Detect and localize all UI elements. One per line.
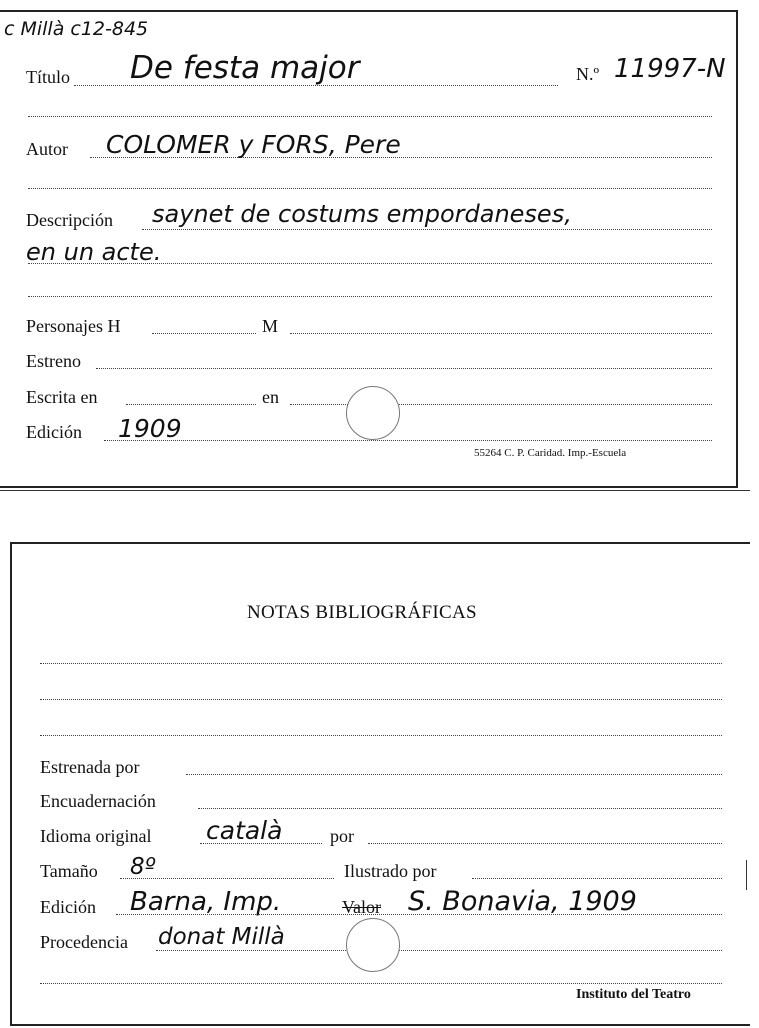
numero-label: N.º bbox=[576, 64, 600, 84]
edicion2-label: Edición bbox=[40, 897, 96, 917]
notas-heading: NOTAS BIBLIOGRÁFICAS bbox=[247, 602, 477, 623]
descripcion-value-2: en un acte. bbox=[26, 238, 162, 266]
footer-institution: Instituto del Teatro bbox=[576, 987, 691, 1002]
titulo-extra-line bbox=[28, 116, 712, 117]
edicion-line bbox=[104, 440, 712, 441]
edicion-label: Edición bbox=[26, 422, 82, 442]
idioma-label: Idioma original bbox=[40, 826, 152, 846]
estreno-label: Estreno bbox=[26, 351, 81, 371]
personajes-label: Personajes H bbox=[26, 316, 121, 336]
idioma-line-2 bbox=[368, 843, 722, 844]
escrita-en-label: en bbox=[262, 387, 279, 407]
titulo-label: Título bbox=[26, 67, 70, 87]
encuadernacion-line bbox=[198, 808, 722, 809]
header-note: c Millà c12-845 bbox=[4, 18, 149, 40]
procedencia-label: Procedencia bbox=[40, 932, 128, 952]
printer-note: 55264 C. P. Caridad. Imp.-Escuela bbox=[474, 447, 627, 459]
ilustrado-label: Ilustrado por bbox=[344, 861, 437, 881]
personajes-m-line bbox=[290, 333, 712, 334]
card-divider-line bbox=[0, 490, 750, 491]
notas-line-3 bbox=[40, 735, 722, 736]
edicion2-value-part2: S. Bonavia, 1909 bbox=[408, 886, 637, 917]
notas-line-1 bbox=[40, 663, 722, 664]
personajes-h-line bbox=[152, 333, 256, 334]
descripcion-line-3 bbox=[28, 296, 712, 297]
tamano-label: Tamaño bbox=[40, 861, 98, 881]
titulo-value: De festa major bbox=[130, 50, 360, 86]
descripcion-value-1: saynet de costums empordaneses, bbox=[152, 200, 572, 228]
ilustrado-line bbox=[472, 878, 722, 879]
notas-final-line bbox=[40, 983, 722, 984]
escrita-label: Escrita en bbox=[26, 387, 98, 407]
card2-right-edge bbox=[746, 860, 747, 890]
estrenada-label: Estrenada por bbox=[40, 757, 140, 777]
tamano-value: 8º bbox=[130, 854, 156, 880]
notas-line-2 bbox=[40, 699, 722, 700]
descripcion-label: Descripción bbox=[26, 210, 113, 230]
autor-extra-line bbox=[28, 188, 712, 189]
estrenada-line bbox=[186, 774, 722, 775]
encuadernacion-label: Encuadernación bbox=[40, 791, 156, 811]
edicion-value: 1909 bbox=[118, 414, 182, 443]
estreno-line bbox=[96, 368, 712, 369]
autor-value: COLOMER y FORS, Pere bbox=[106, 130, 401, 159]
valor-label: Valor bbox=[342, 897, 381, 917]
edicion2-value-part1: Barna, Imp. bbox=[130, 887, 282, 917]
idioma-value: català bbox=[206, 816, 283, 845]
idioma-por-label: por bbox=[330, 826, 354, 846]
autor-label: Autor bbox=[26, 139, 68, 159]
numero-value: 11997-N bbox=[614, 54, 726, 84]
personajes-m-label: M bbox=[262, 316, 279, 336]
punch-hole-top bbox=[346, 386, 400, 440]
procedencia-value: donat Millà bbox=[158, 924, 285, 950]
escrita-line-1 bbox=[126, 404, 256, 405]
punch-hole-bottom bbox=[346, 918, 400, 972]
descripcion-line-1 bbox=[142, 229, 712, 230]
procedencia-line bbox=[156, 950, 722, 951]
